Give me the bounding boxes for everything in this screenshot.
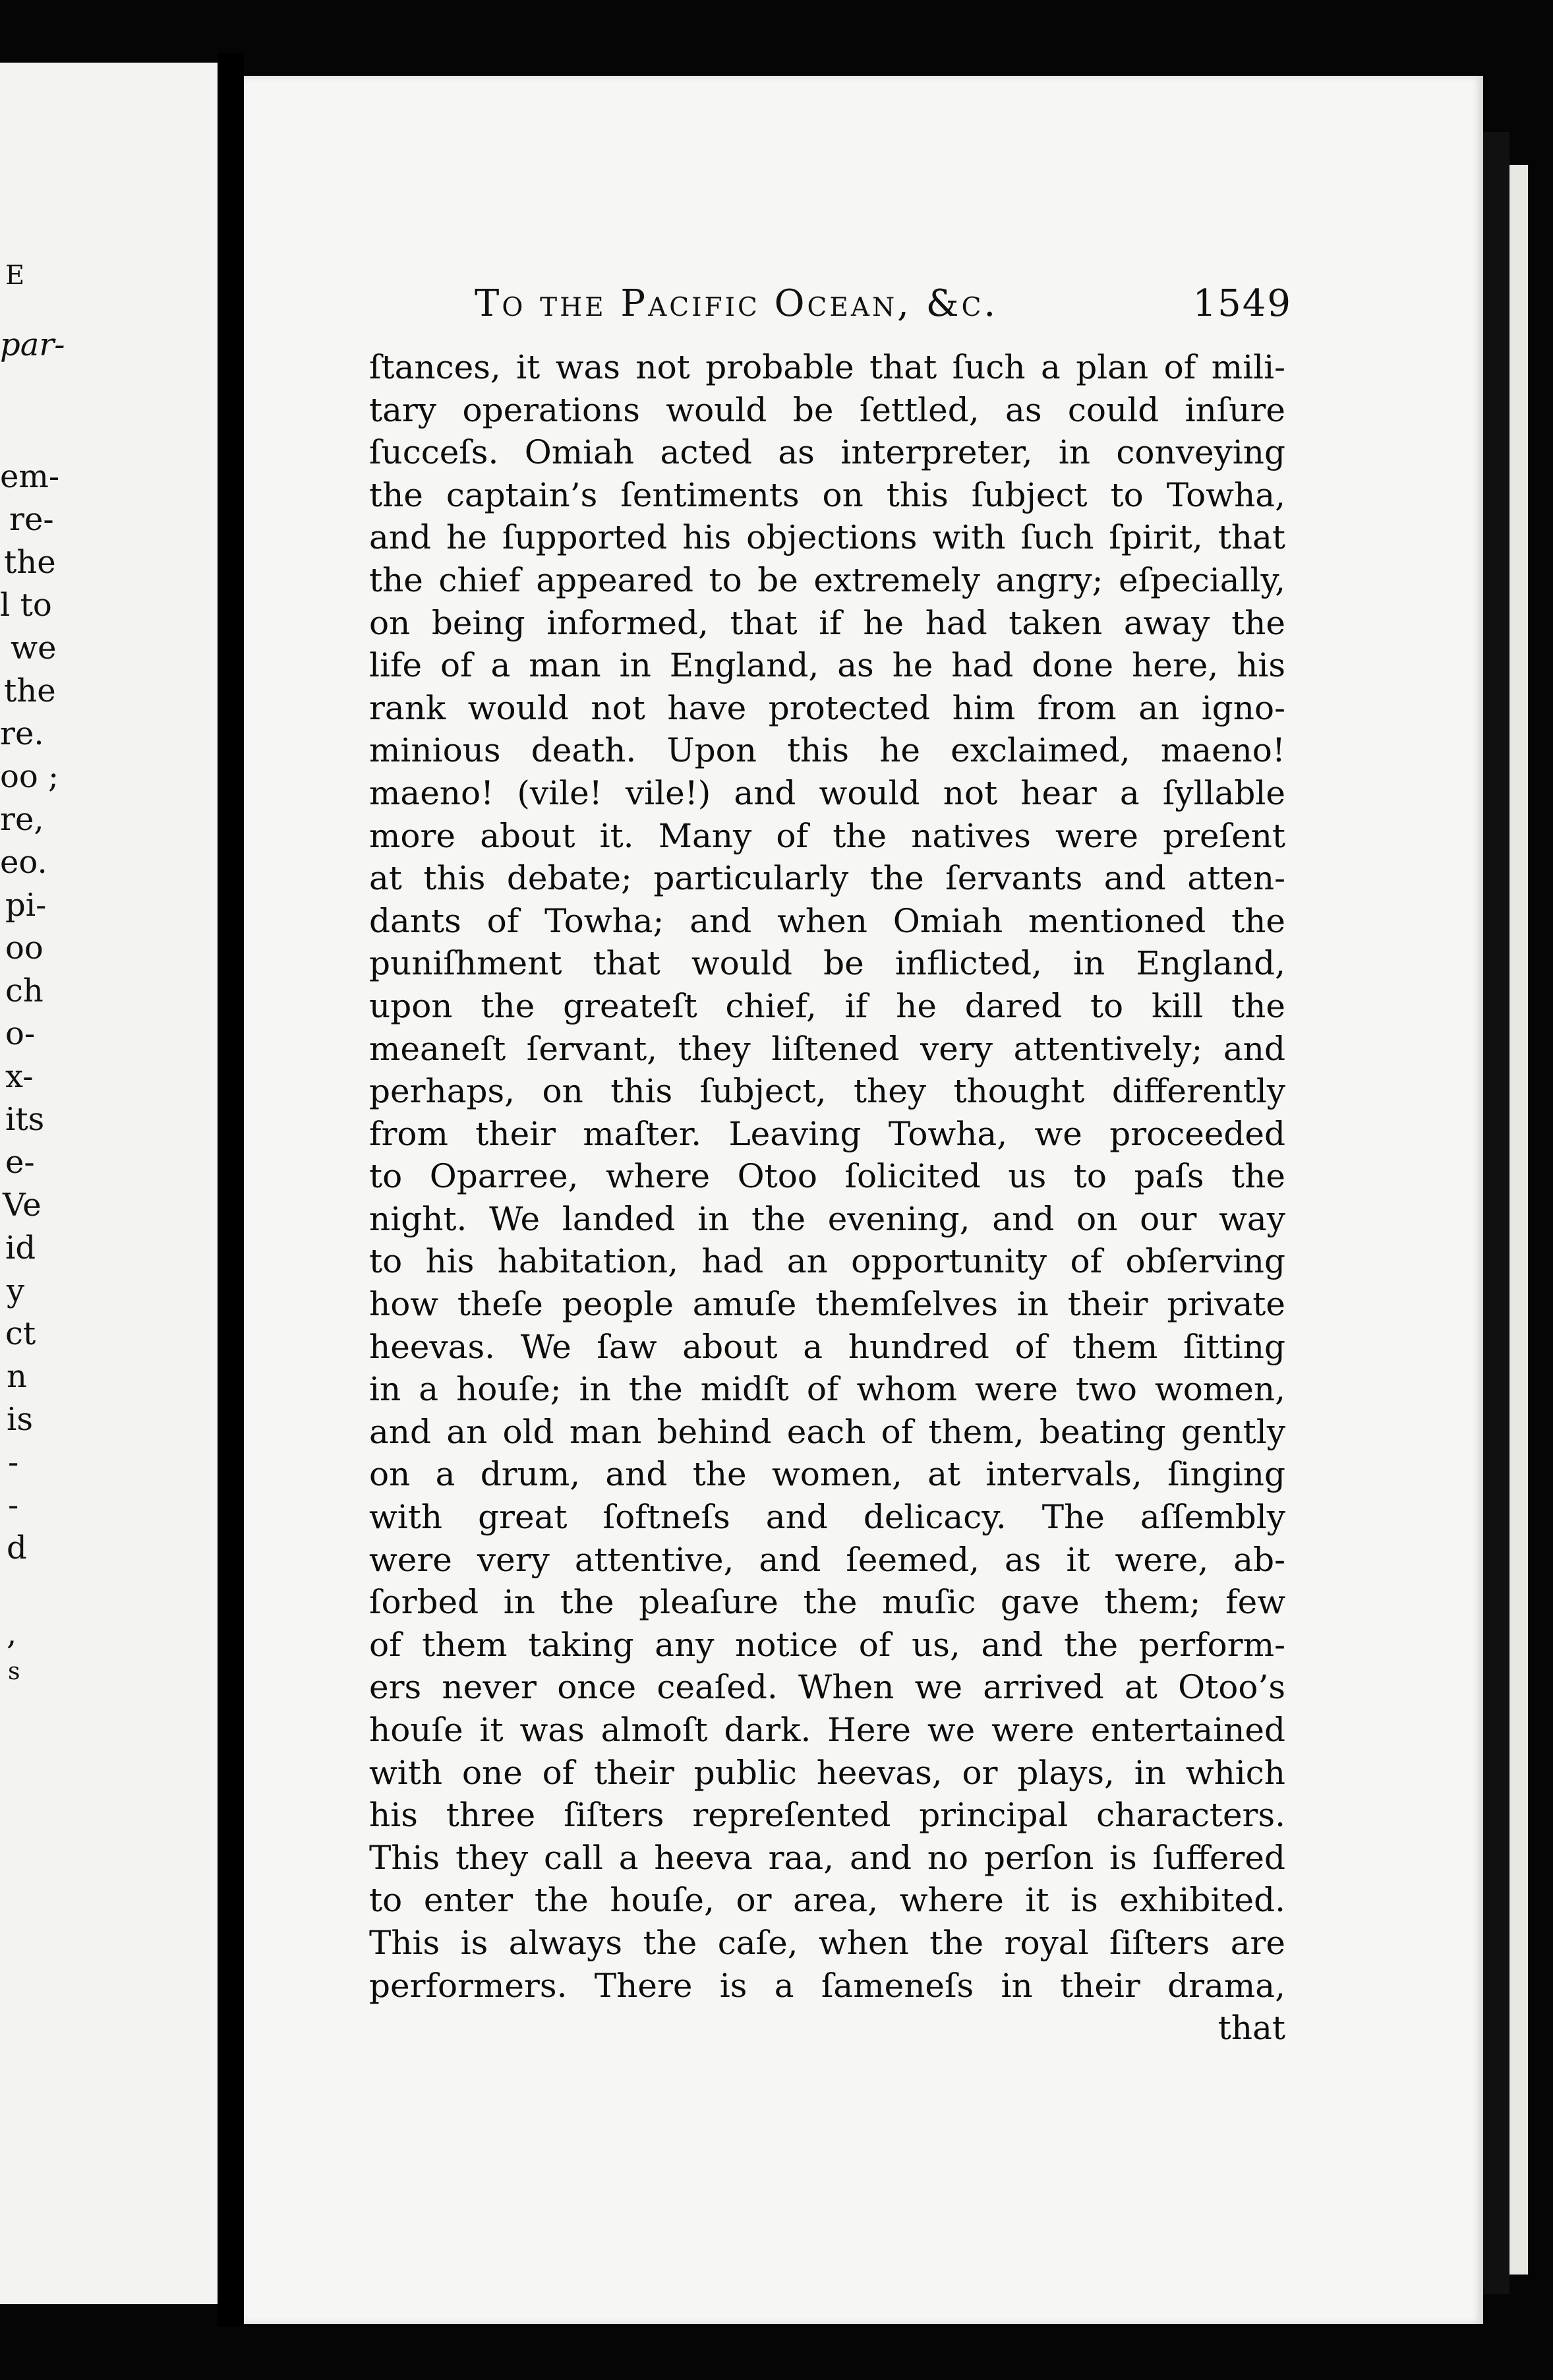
margin-fragment: pi- <box>5 887 47 924</box>
facing-page-edge <box>0 63 218 2304</box>
text-line: to enter the houſe, or area, where it is exhibited. <box>369 1881 1285 1920</box>
page-number: 1549 <box>1192 282 1292 325</box>
margin-fragment: ct <box>5 1315 36 1352</box>
text-line: tary operations would be ſettled, as could inſure <box>369 390 1285 429</box>
book-gutter <box>218 53 244 2327</box>
margin-fragment: l to <box>0 587 52 624</box>
margin-fragment: em- <box>0 458 60 495</box>
margin-fragment: - <box>8 1444 19 1481</box>
text-line: ſucceſs. Omiah acted as interpreter, in conveying <box>369 433 1285 472</box>
margin-fragment: oo <box>5 930 44 967</box>
text-line: to his habitation, had an opportunity of obſerving <box>369 1242 1285 1281</box>
text-line: meaneſt ſervant, they liſtened very attentively; and <box>369 1029 1285 1068</box>
text-line: on being informed, that if he had taken away the <box>369 603 1285 642</box>
next-leaf-edge <box>1509 165 1528 2275</box>
text-line: rank would not have protected him from an igno- <box>369 688 1285 727</box>
text-line: ſtances, it was not probable that ſuch a plan of mili- <box>369 348 1285 386</box>
margin-fragment: ch <box>5 972 44 1009</box>
body-text <box>369 346 1285 2050</box>
margin-fragment: oo ; <box>0 758 59 795</box>
margin-fragment: x- <box>5 1058 34 1095</box>
running-head <box>475 282 1292 325</box>
text-line: were very attentive, and ſeemed, as it were, ab- <box>369 1540 1285 1579</box>
text-line: on a drum, and the women, at intervals, ſinging <box>369 1455 1285 1494</box>
margin-fragment: - <box>8 1487 19 1524</box>
margin-fragment: y <box>7 1272 25 1309</box>
text-line: his three ſiſters repreſented principal characters. <box>369 1796 1285 1835</box>
text-line: ſorbed in the pleaſure the muſic gave them; few <box>369 1583 1285 1622</box>
text-line: from their maſter. Leaving Towha, we proceeded <box>369 1114 1285 1153</box>
text-line: upon the greateſt chief, if he dared to kill the <box>369 986 1285 1025</box>
margin-fragment: id <box>5 1230 36 1266</box>
text-line: houſe it was almoſt dark. Here we were entertained <box>369 1711 1285 1749</box>
margin-fragment: E <box>5 260 25 291</box>
margin-fragment: Ve <box>3 1187 42 1224</box>
margin-fragment: o- <box>5 1015 36 1052</box>
margin-fragment: eo. <box>0 844 47 881</box>
margin-fragment: the <box>4 544 56 581</box>
text-line: how theſe people amuſe themſelves in their private <box>369 1285 1285 1324</box>
text-line: heevas. We ſaw about a hundred of them ſitting <box>369 1327 1285 1366</box>
text-line: in a houſe; in the midſt of whom were two women, <box>369 1370 1285 1409</box>
margin-fragment: re- <box>9 501 54 538</box>
margin-fragment: n <box>7 1358 27 1395</box>
text-line: with great ſoftneſs and delicacy. The aſſembly <box>369 1498 1285 1537</box>
text-line: puniſhment that would be inflicted, in England, <box>369 944 1285 983</box>
text-line: minious death. Upon this he exclaimed, maeno! <box>369 731 1285 770</box>
text-line: and he ſupported his objections with ſuch ſpirit, that <box>369 518 1285 557</box>
text-line: This they call a heeva raa, and no perſon is ſuffered <box>369 1838 1285 1877</box>
catchword: that <box>1217 2009 1285 2048</box>
text-line: performers. There is a ſameneſs in their drama, <box>369 1966 1285 2005</box>
text-line: the chief appeared to be extremely angry; eſpecially, <box>369 560 1285 599</box>
text-line: of them taking any notice of us, and the perform- <box>369 1625 1285 1664</box>
text-line: to Oparree, where Otoo ſolicited us to paſs the <box>369 1157 1285 1196</box>
margin-fragment: we <box>11 630 57 667</box>
text-line: maeno! (vile! vile!) and would not hear a ſyllable <box>369 773 1285 812</box>
margin-fragment: d <box>7 1530 27 1566</box>
text-line: dants of Towha; and when Omiah mentioned the <box>369 901 1285 940</box>
margin-fragment: re, <box>0 801 44 838</box>
text-line: night. We landed in the evening, and on our way <box>369 1199 1285 1238</box>
margin-fragment: , <box>7 1615 17 1652</box>
margin-fragment: is <box>7 1401 33 1438</box>
text-line: life of a man in England, as he had done here, his <box>369 646 1285 685</box>
margin-fragment: e- <box>5 1144 35 1181</box>
text-line: This is always the caſe, when the royal ſiſters are <box>369 1923 1285 1962</box>
text-line: with one of their public heevas, or plays, in which <box>369 1753 1285 1792</box>
text-line: at this debate; particularly the ſervants and atten- <box>369 859 1285 898</box>
text-line: the captain’s ſentiments on this ſubject to Towha, <box>369 475 1285 514</box>
page-edge-shadow <box>1483 132 1509 2294</box>
text-line: and an old man behind each of them, beating gently <box>369 1412 1285 1451</box>
margin-fragment: par- <box>0 326 65 363</box>
text-line: ers never once ceaſed. When we arrived at Otoo’s <box>369 1668 1285 1707</box>
margin-fragment: re. <box>0 715 44 752</box>
margin-fragment: the <box>4 672 56 709</box>
text-line: more about it. Many of the natives were preſent <box>369 816 1285 855</box>
running-head-title: To the Pacific Ocean, &c. <box>475 282 999 325</box>
margin-fragment: s <box>8 1658 20 1685</box>
text-line: perhaps, on this ſubject, they thought differently <box>369 1072 1285 1111</box>
margin-fragment: its <box>5 1101 45 1138</box>
